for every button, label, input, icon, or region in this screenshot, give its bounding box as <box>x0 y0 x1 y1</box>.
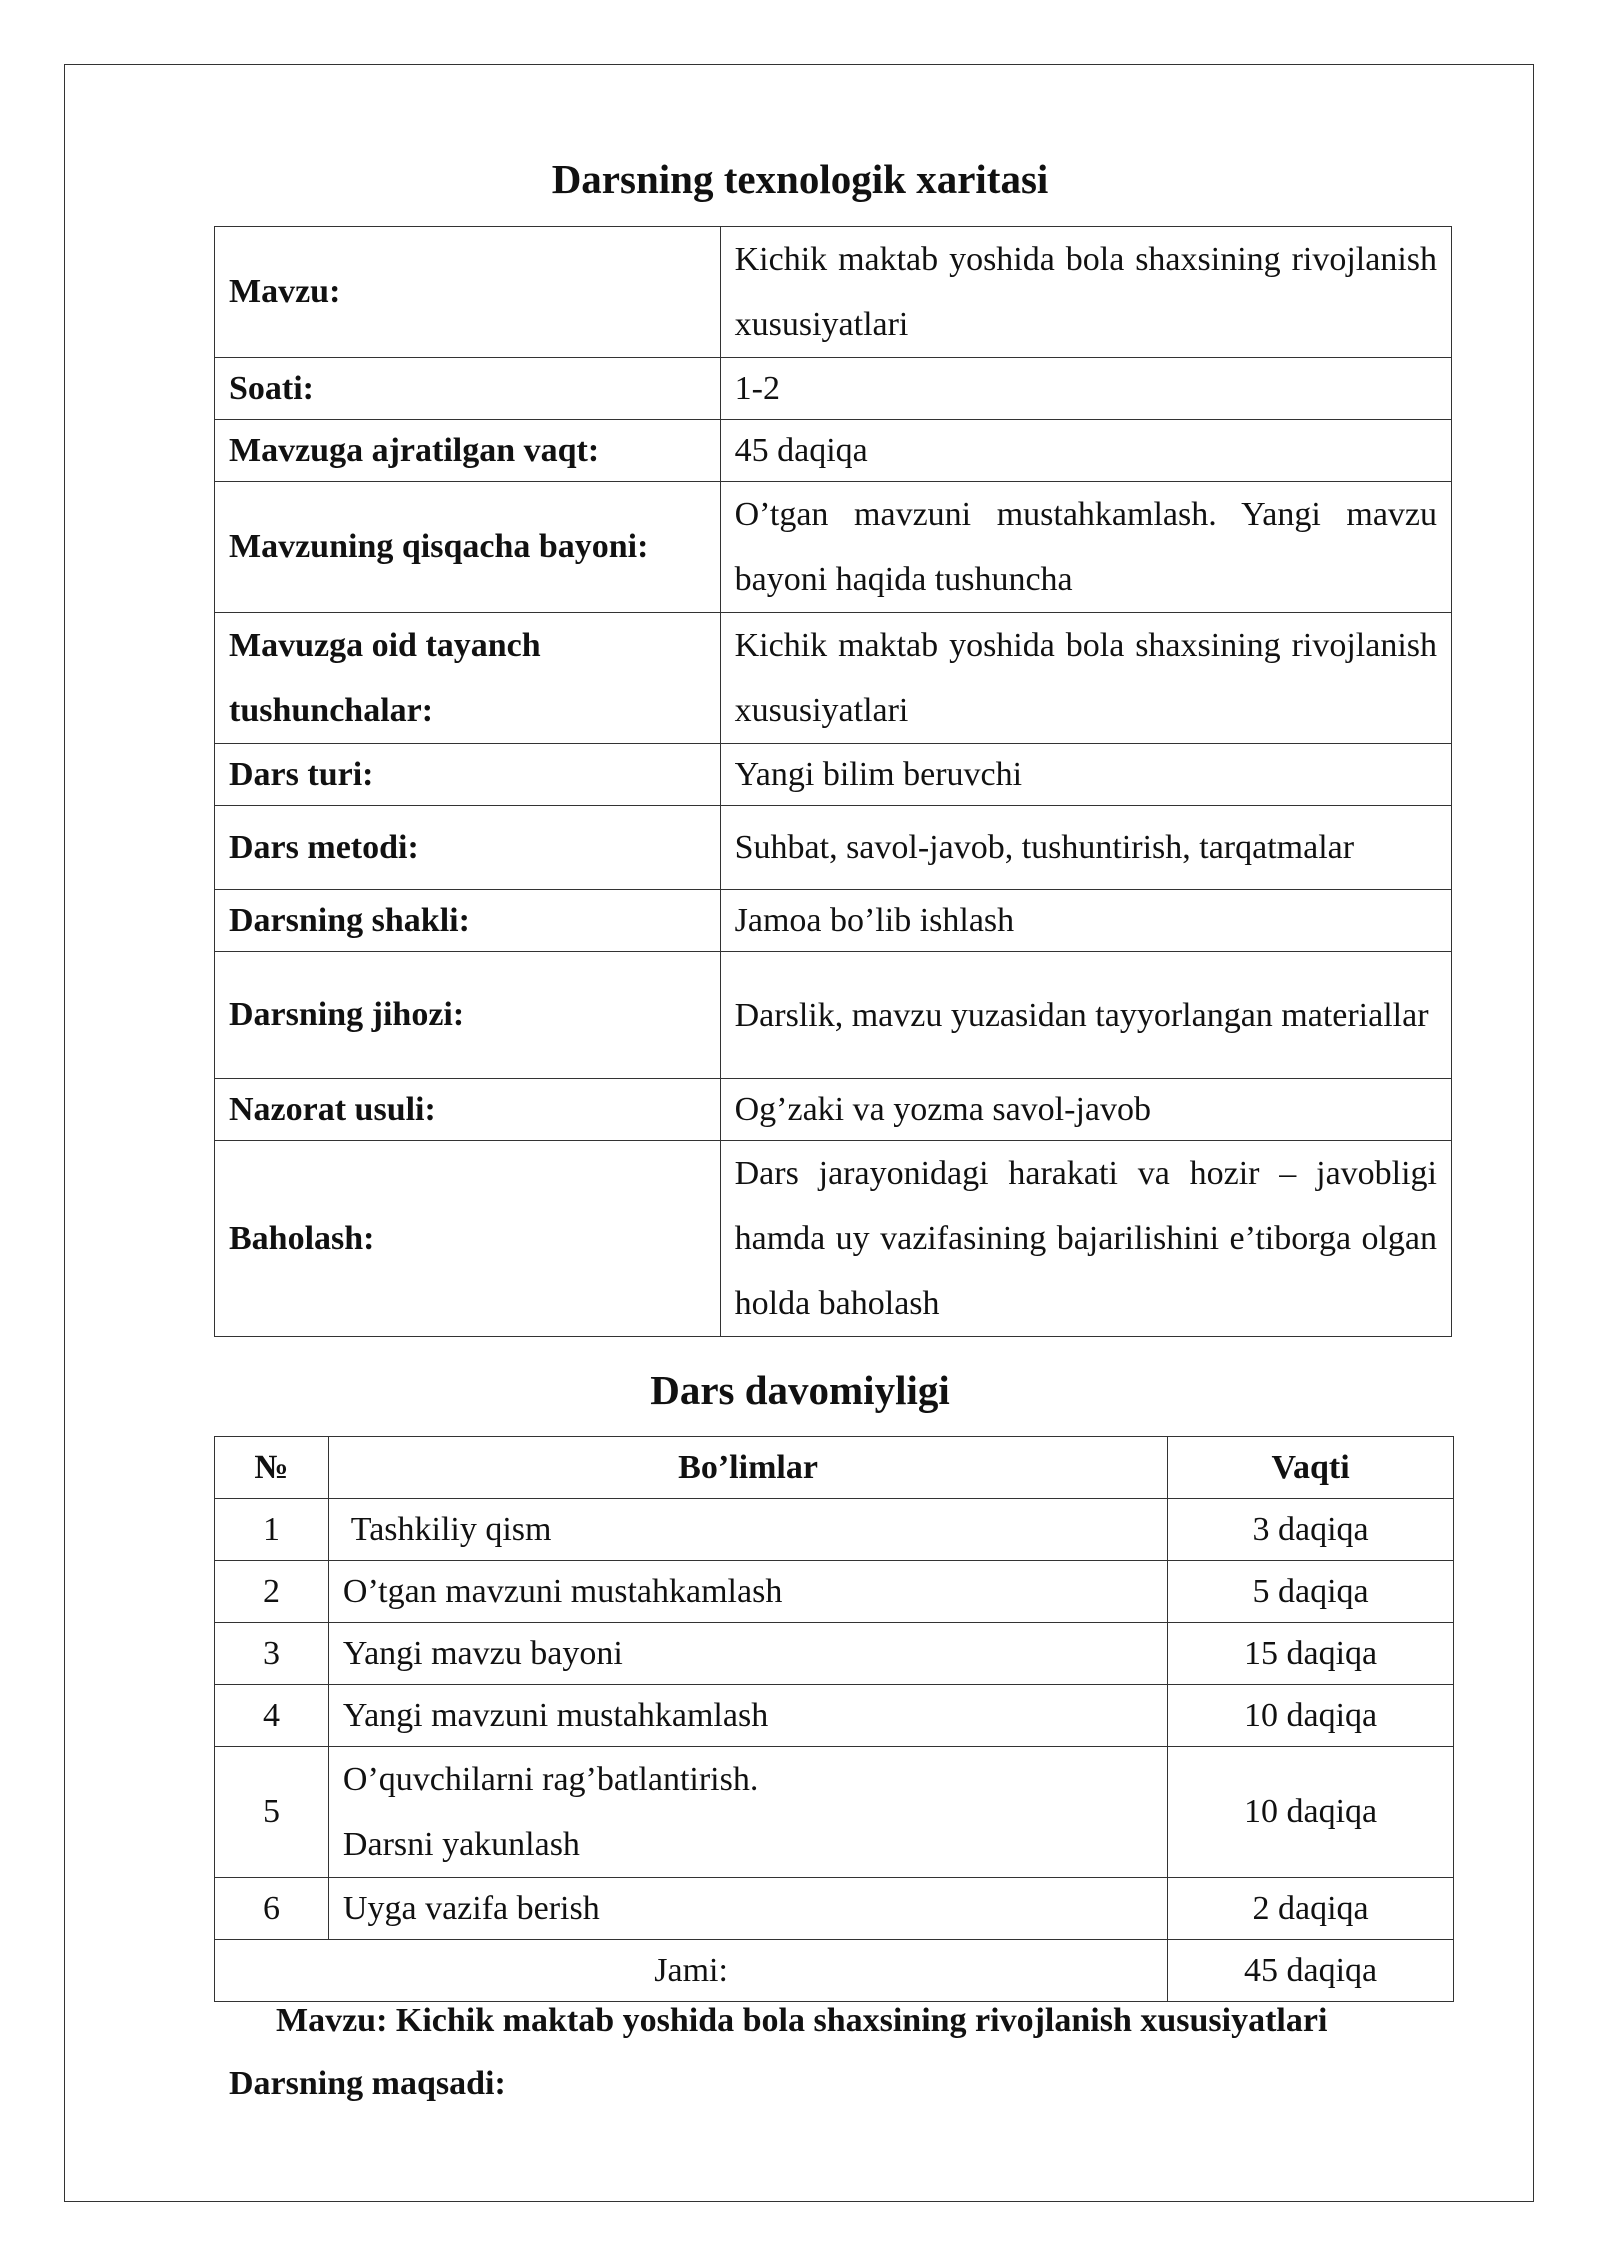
header-time: Vaqti <box>1168 1437 1454 1499</box>
info-label: Mavzuning qisqacha bayoni: <box>215 482 721 613</box>
info-row-method <box>215 806 1452 890</box>
schedule-header-row <box>215 1437 1454 1499</box>
total-label: Jami: <box>215 1940 1168 2002</box>
info-value: Kichik maktab yoshida bola shaxsining rivojlanish xususiyatlari <box>720 613 1451 744</box>
row-section: Tashkiliy qism <box>328 1499 1167 1561</box>
row-section-line: O’quvchilarni rag’batlantirish. <box>342 1761 759 1798</box>
header-num: № <box>215 1437 329 1499</box>
topic-line: Mavzu: Kichik maktab yoshida bola shaxsining rivojlanish xususiyatlari <box>276 2002 1328 2039</box>
table-row <box>215 1499 1454 1561</box>
row-time: 2 daqiqa <box>1168 1878 1454 1940</box>
row-section-line: Darsni yakunlash <box>342 1826 580 1863</box>
table-row <box>215 1878 1454 1940</box>
info-value: 1-2 <box>720 358 1451 420</box>
total-row <box>215 1940 1454 2002</box>
info-label: Nazorat usuli: <box>215 1079 721 1141</box>
info-value: 45 daqiqa <box>720 420 1451 482</box>
row-section: Uyga vazifa berish <box>328 1878 1167 1940</box>
table-row <box>215 1747 1454 1878</box>
row-num: 4 <box>215 1685 329 1747</box>
header-section: Bo’limlar <box>328 1437 1167 1499</box>
row-time: 3 daqiqa <box>1168 1499 1454 1561</box>
table-row <box>215 1685 1454 1747</box>
row-num: 3 <box>215 1623 329 1685</box>
info-label: Baholash: <box>215 1141 721 1337</box>
info-value: Og’zaki va yozma savol-javob <box>720 1079 1451 1141</box>
info-label: Darsning shakli: <box>215 890 721 952</box>
row-section: O’tgan mavzuni mustahkamlash <box>328 1561 1167 1623</box>
info-row-form <box>215 890 1452 952</box>
row-num: 5 <box>215 1747 329 1878</box>
info-label: Mavzu: <box>215 227 721 358</box>
info-value: Suhbat, savol-javob, tushuntirish, tarqatmalar <box>720 806 1451 890</box>
lesson-info-table <box>214 226 1452 1337</box>
info-row-control <box>215 1079 1452 1141</box>
row-time: 10 daqiqa <box>1168 1685 1454 1747</box>
info-value: Yangi bilim beruvchi <box>720 744 1451 806</box>
info-value: O’tgan mavzuni mustahkamlash. Yangi mavzu bayoni haqida tushuncha <box>720 482 1451 613</box>
info-value: Jamoa bo’lib ishlash <box>720 890 1451 952</box>
row-time: 10 daqiqa <box>1168 1747 1454 1878</box>
info-label: Darsning jihozi: <box>215 952 721 1079</box>
row-num: 2 <box>215 1561 329 1623</box>
row-section <box>328 1747 1167 1878</box>
row-time: 5 daqiqa <box>1168 1561 1454 1623</box>
info-row-summary <box>215 482 1452 613</box>
total-value: 45 daqiqa <box>1168 1940 1454 2002</box>
goal-label: Darsning maqsadi: <box>229 2065 506 2102</box>
row-section: Yangi mavzuni mustahkamlash <box>328 1685 1167 1747</box>
info-row-assessment <box>215 1141 1452 1337</box>
info-value: Dars jarayonidagi harakati va hozir – javobligi hamda uy vazifasining bajarilishini e’tiborga olgan holda baholash <box>720 1141 1451 1337</box>
info-value: Darslik, mavzu yuzasidan tayyorlangan materiallar <box>720 952 1451 1079</box>
info-label: Mavuzga oid tayanch tushunchalar: <box>215 613 721 744</box>
info-row-topic <box>215 227 1452 358</box>
info-row-time <box>215 420 1452 482</box>
info-value: Kichik maktab yoshida bola shaxsining rivojlanish xususiyatlari <box>720 227 1451 358</box>
table-row <box>215 1623 1454 1685</box>
schedule-table <box>214 1436 1454 2002</box>
row-num: 1 <box>215 1499 329 1561</box>
info-label: Mavzuga ajratilgan vaqt: <box>215 420 721 482</box>
info-row-hours <box>215 358 1452 420</box>
row-time: 15 daqiqa <box>1168 1623 1454 1685</box>
info-row-concepts <box>215 613 1452 744</box>
schedule-title: Dars davomiyligi <box>650 1367 950 1413</box>
table-row <box>215 1561 1454 1623</box>
info-label: Dars metodi: <box>215 806 721 890</box>
info-row-type <box>215 744 1452 806</box>
info-label: Dars turi: <box>215 744 721 806</box>
row-num: 6 <box>215 1878 329 1940</box>
row-section: Yangi mavzu bayoni <box>328 1623 1167 1685</box>
document-title: Darsning texnologik xaritasi <box>551 156 1049 202</box>
info-row-equipment <box>215 952 1452 1079</box>
info-label: Soati: <box>215 358 721 420</box>
